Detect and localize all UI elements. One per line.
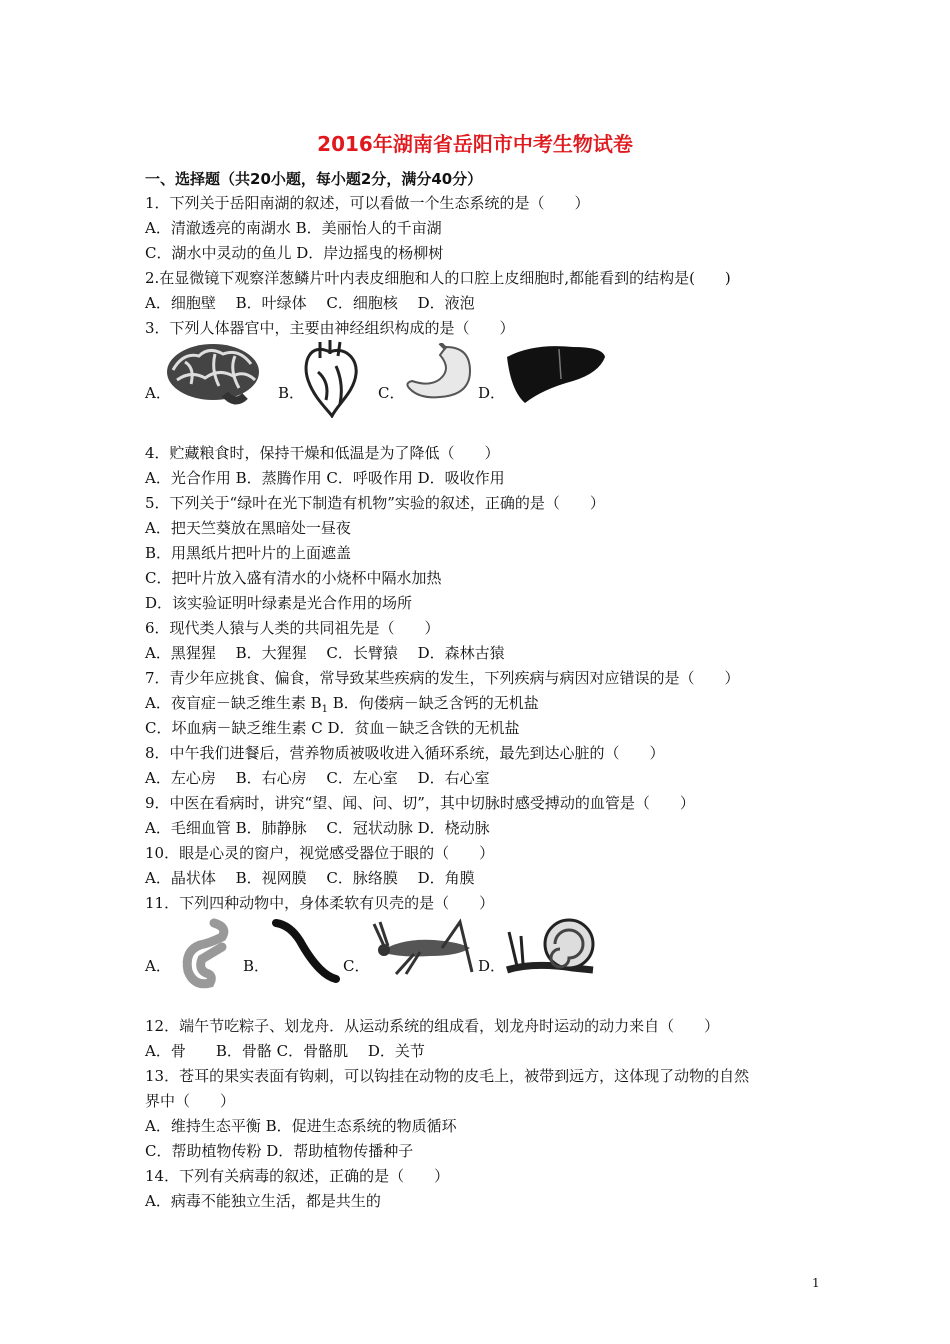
q11-label-b: B． bbox=[243, 957, 270, 975]
exam-title: 2016年湖南省岳阳市中考生物试卷 bbox=[317, 132, 633, 156]
question-5-option-b: B．用黑纸片把叶片的上面遮盖 bbox=[145, 544, 352, 562]
q7-ab-rest: B．佝偻病－缺乏含钙的无机盐 bbox=[328, 694, 539, 712]
question-1-options-cd: C．湖水中灵动的鱼儿 D．岸边摇曳的杨柳树 bbox=[145, 244, 444, 262]
question-9-options: A．毛细血管 B．肺静脉 C．冠状动脉 D．桡动脉 bbox=[145, 819, 490, 837]
q7-subscript: 1 bbox=[321, 704, 328, 715]
question-13-options-ab: A．维持生态平衡 B．促进生态系统的物质循环 bbox=[145, 1117, 457, 1135]
leech-image bbox=[170, 915, 234, 995]
question-13-continued: 界中（ ） bbox=[145, 1092, 236, 1110]
question-7: 7．青少年应挑食、偏食，常导致某些疾病的发生，下列疾病与病因对应错误的是（ ） bbox=[145, 669, 740, 687]
question-3: 3．下列人体器官中，主要由神经组织构成的是（ ） bbox=[145, 319, 515, 337]
page-number: 1 bbox=[812, 1276, 820, 1290]
liver-image bbox=[503, 343, 607, 405]
question-2-options: A．细胞壁 B．叶绿体 C．细胞核 D．液泡 bbox=[145, 294, 475, 312]
question-13: 13．苍耳的果实表面有钩刺，可以钩挂在动物的皮毛上，被带到远方，这体现了动物的自然 bbox=[145, 1067, 750, 1085]
q3-label-d: D． bbox=[478, 384, 506, 402]
q11-label-c: C． bbox=[343, 957, 370, 975]
heart-image bbox=[300, 338, 360, 418]
question-6: 6．现代类人猿与人类的共同祖先是（ ） bbox=[145, 619, 440, 637]
q7-ab-text: A．夜盲症－缺乏维生素 B bbox=[145, 694, 322, 712]
question-5-option-d: D．该实验证明叶绿素是光合作用的场所 bbox=[145, 594, 413, 612]
question-5-option-c: C．把叶片放入盛有清水的小烧杯中隔水加热 bbox=[145, 569, 442, 587]
question-12-options: A．骨 B．骨骼 C．骨骼肌 D．关节 bbox=[145, 1042, 425, 1060]
question-1-options-ab: A．清澈透亮的南湖水 B．美丽怡人的千亩湖 bbox=[145, 219, 442, 237]
earthworm-image bbox=[270, 915, 340, 985]
question-7-options-ab bbox=[145, 692, 539, 715]
question-2: 2.在显微镜下观察洋葱鳞片叶内表皮细胞和人的口腔上皮细胞时,都能看到的结构是( ) bbox=[145, 269, 731, 287]
question-4-options: A．光合作用 B．蒸腾作用 C．呼吸作用 D．吸收作用 bbox=[145, 469, 505, 487]
question-8-options: A．左心房 B．右心房 C．左心室 D．右心室 bbox=[145, 769, 490, 787]
question-7-options-cd: C．坏血病－缺乏维生素 C D．贫血－缺乏含铁的无机盐 bbox=[145, 719, 520, 737]
question-6-options: A．黑猩猩 B．大猩猩 C．长臂猿 D．森林古猿 bbox=[145, 644, 505, 662]
question-13-options-cd: C．帮助植物传粉 D．帮助植物传播种子 bbox=[145, 1142, 414, 1160]
q3-label-a: A． bbox=[145, 384, 171, 402]
snail-image bbox=[503, 910, 599, 976]
grasshopper-image bbox=[370, 918, 474, 978]
q3-label-b: B． bbox=[278, 384, 305, 402]
question-8: 8．中午我们进餐后，营养物质被吸收进入循环系统，最先到达心脏的（ ） bbox=[145, 744, 665, 762]
question-5-option-a: A．把天竺葵放在黑暗处一昼夜 bbox=[145, 519, 351, 537]
question-14: 14．下列有关病毒的叙述，正确的是（ ） bbox=[145, 1167, 450, 1185]
brain-image bbox=[165, 340, 263, 408]
question-12: 12．端午节吃粽子、划龙舟．从运动系统的组成看，划龙舟时运动的动力来自（ ） bbox=[145, 1017, 720, 1035]
q11-label-d: D． bbox=[478, 957, 506, 975]
question-11: 11．下列四种动物中，身体柔软有贝壳的是（ ） bbox=[145, 894, 495, 912]
question-5: 5．下列关于“绿叶在光下制造有机物”实验的叙述，正确的是（ ） bbox=[145, 494, 605, 512]
question-1: 1．下列关于岳阳南湖的叙述，可以看做一个生态系统的是（ ） bbox=[145, 194, 590, 212]
q3-label-c: C． bbox=[378, 384, 405, 402]
question-10: 10．眼是心灵的窗户，视觉感受器位于眼的（ ） bbox=[145, 844, 495, 862]
q11-label-a: A． bbox=[145, 957, 171, 975]
stomach-image bbox=[400, 343, 478, 403]
section-heading: 一、选择题（共20小题，每小题2分，满分40分） bbox=[145, 170, 483, 188]
question-4: 4．贮藏粮食时，保持干燥和低温是为了降低（ ） bbox=[145, 444, 500, 462]
question-14-option-a: A．病毒不能独立生活，都是共生的 bbox=[145, 1192, 381, 1210]
question-9: 9．中医在看病时，讲究“望、闻、问、切”，其中切脉时感受搏动的血管是（ ） bbox=[145, 794, 695, 812]
question-10-options: A．晶状体 B．视网膜 C．脉络膜 D．角膜 bbox=[145, 869, 475, 887]
